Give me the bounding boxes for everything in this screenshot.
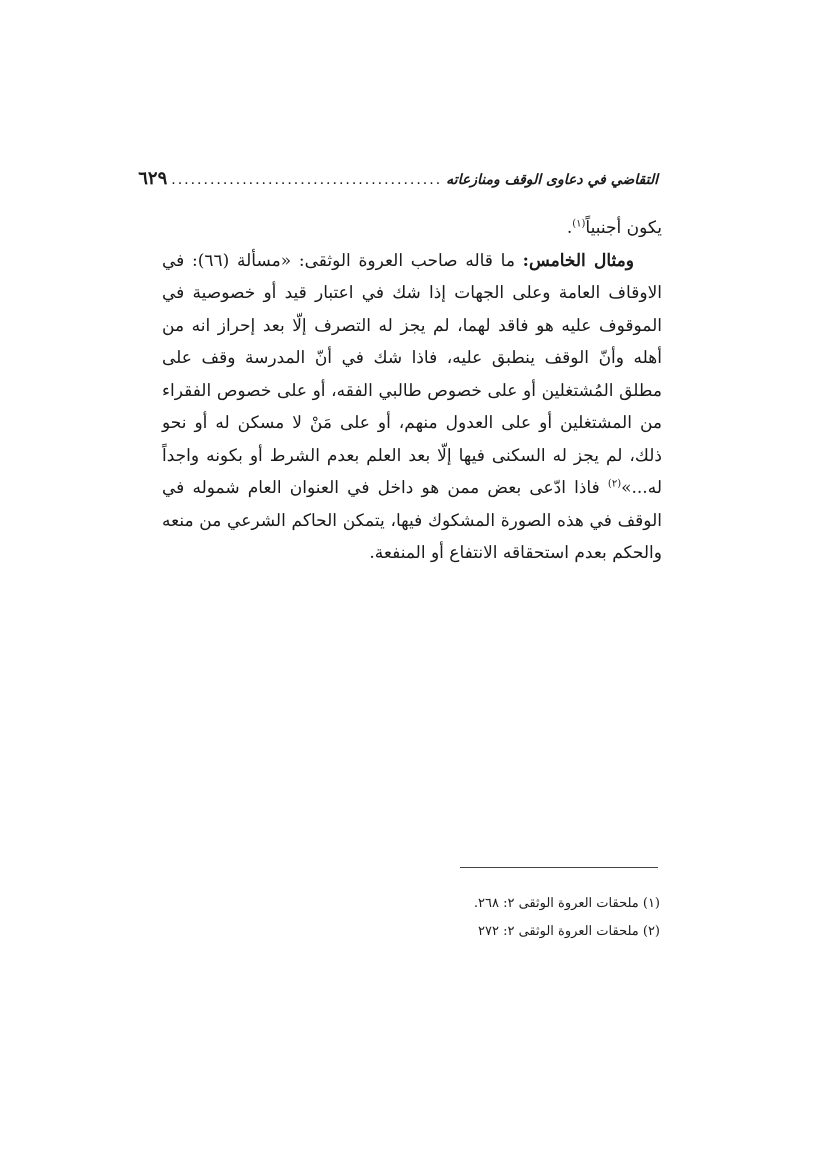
footnote-ref-2[interactable]: (٢) bbox=[607, 478, 622, 490]
paragraph-lead: ومثال الخامس: bbox=[522, 250, 634, 271]
page-number: ٦٢٩ bbox=[138, 168, 168, 189]
first-line-text: يكون أجنبياً bbox=[585, 218, 662, 238]
example-paragraph bbox=[162, 245, 662, 570]
footnote-1: (١) ملحقات العروة الوثقى ٢: ٢٦٨. bbox=[473, 896, 660, 911]
footnote-ref-1[interactable]: (١) bbox=[572, 218, 586, 230]
first-line-end: . bbox=[566, 218, 573, 238]
first-line bbox=[162, 212, 662, 245]
footnote-divider bbox=[460, 867, 658, 868]
footnotes bbox=[300, 890, 660, 946]
footnote-2: (٢) ملحقات العروة الوثقى ٢: ٢٧٢ bbox=[478, 924, 660, 939]
running-title: التقاضي في دعاوى الوقف ومنازعاته bbox=[446, 172, 658, 188]
paragraph-quote: ما قاله صاحب العروة الوثقى: «مسألة (٦٦): في الاوقاف العامة وعلى الجهات إذا شك في اعتبار قيد أو خصوصية في الموقوف عليه هو فاقد لهما، لم يجز له التصرف إلّا بعد إحراز انه من أهله وأنّ الوقف ينطبق عليه، فاذا شك في أنّ المدرسة وقف على مطلق المُشتغلين أو على خصوص طالبي الفقه، أو على خصوص الفقراء من المشتغلين أو على العدول منهم، أو على مَنْ لا مسكن له أو نحو ذلك، لم يجز له السكنى فيها إلّا بعد العلم بعدم الشرط أو بكونه واجداً له...» bbox=[162, 250, 662, 498]
body-text bbox=[162, 212, 662, 570]
running-header bbox=[138, 168, 658, 198]
paragraph-tail: فاذا ادّعى بعض ممن هو داخل في العنوان العام شموله في الوقف في هذه الصورة المشكوك فيها، يتمكن الحاكم الشرعي من منعه والحكم بعدم استحقاقه الانتفاع أو المنفعة. bbox=[162, 478, 662, 563]
leader-dots: .......................................... bbox=[171, 172, 443, 188]
